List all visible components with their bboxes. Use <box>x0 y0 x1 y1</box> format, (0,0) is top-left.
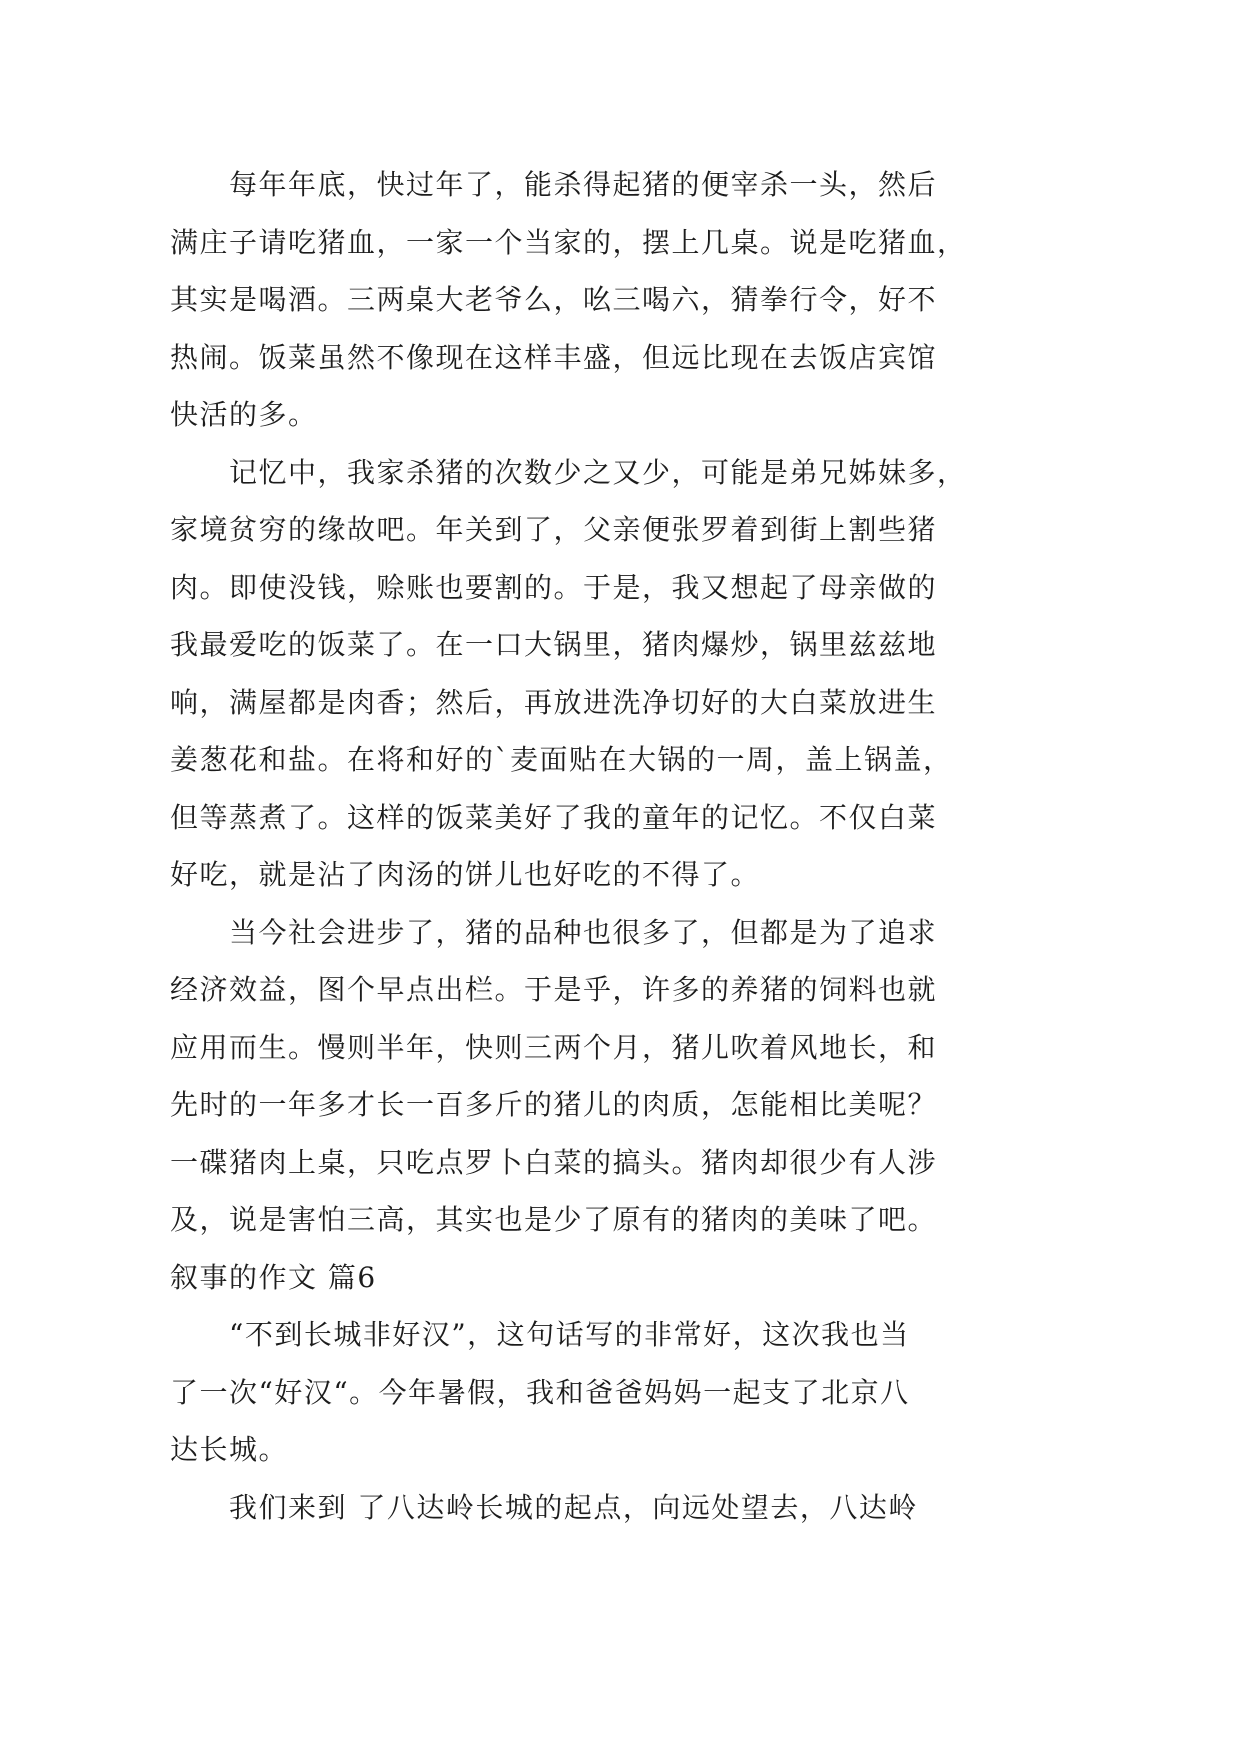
paragraph-line: “不到长城非好汉”，这句话写的非常好，这次我也当 <box>229 1318 910 1351</box>
paragraph <box>170 1306 1070 1479</box>
paragraph-line: 其实是喝酒。三两桌大老爷么，吆三喝六，猜拳行令，好不 <box>170 283 938 316</box>
paragraph-line: 姜葱花和盐。在将和好的`麦面贴在大锅的一周，盖上锅盖， <box>170 743 953 776</box>
paragraph-line: 达长城。 <box>170 1433 289 1466</box>
paragraph-line: 应用而生。慢则半年，快则三两个月，猪儿吹着风地长，和 <box>170 1030 938 1064</box>
paragraph <box>170 904 1070 1249</box>
paragraph-line: 家境贫穷的缘故吧。年关到了，父亲便张罗着到街上割些猪 <box>170 513 938 546</box>
paragraph-line: 一碟猪肉上桌，只吃点罗卜白菜的搞头。猪肉却很少有人涉 <box>170 1145 938 1179</box>
section-heading: 叙事的作文 篇6 <box>170 1260 377 1294</box>
paragraph-line: 了一次“好汉“。今年暑假，我和爸爸妈妈一起支了北京八 <box>170 1375 910 1409</box>
document-page <box>170 156 1070 1536</box>
paragraph-line: 满庄子请吃猪血，一家一个当家的，摆上几桌。说是吃猪血， <box>170 225 967 259</box>
paragraph-line: 好吃，就是沾了肉汤的饼儿也好吃的不得了。 <box>170 858 761 891</box>
paragraph-line: 及，说是害怕三高，其实也是少了原有的猪肉的美味了吧。 <box>170 1203 938 1236</box>
paragraph-line: 当今社会进步了，猪的品种也很多了，但都是为了追求 <box>229 915 938 949</box>
paragraph-line: 响，满屋都是肉香；然后，再放进洗净切好的大白菜放进生 <box>170 685 938 719</box>
paragraph <box>170 156 1070 444</box>
paragraph-line: 快活的多。 <box>170 398 318 431</box>
paragraph-line: 但等蒸煮了。这样的饭菜美好了我的童年的记忆。不仅白菜 <box>170 800 938 834</box>
paragraph-line: 我们来到 了八达岭长城的起点，向远处望去，八达岭 <box>229 1490 918 1524</box>
paragraph <box>170 444 1070 904</box>
paragraph-line: 热闹。饭菜虽然不像现在这样丰盛，但远比现在去饭店宾馆 <box>170 340 938 374</box>
paragraph-line: 肉。即使没钱，赊账也要割的。于是，我又想起了母亲做的 <box>170 570 938 604</box>
paragraph-line: 每年年底，快过年了，能杀得起猪的便宰杀一头，然后 <box>229 168 938 201</box>
paragraph-line: 我最爱吃的饭菜了。在一口大锅里，猪肉爆炒，锅里兹兹地 <box>170 628 938 661</box>
paragraph <box>170 1479 1070 1537</box>
paragraph-line: 记忆中，我家杀猪的次数少之又少，可能是弟兄姊妹多， <box>229 455 967 489</box>
paragraph-line: 经济效益，图个早点出栏。于是乎，许多的养猪的饲料也就 <box>170 973 938 1006</box>
paragraph-line: 先时的一年多才长一百多斤的猪儿的肉质，怎能相比美呢？ <box>170 1088 938 1121</box>
